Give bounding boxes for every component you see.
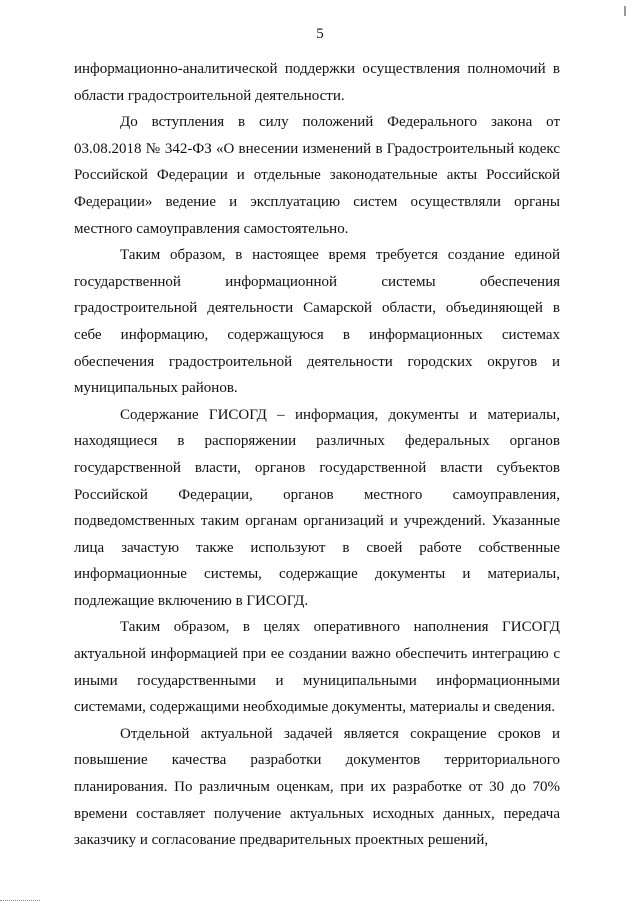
paragraph-federal-law: До вступления в силу положений Федерального закона от 03.08.2018 № 342-ФЗ «О внесении изменений в Градостроительный кодекс Российской Федерации и отдельные законодательные акты Российской Федерации» ведение и эксплуатацию систем осуществляли органы местного самоуправления самостоятельно.: [74, 114, 560, 237]
paragraph-continuation: информационно-аналитической поддержки осуществления полномочий в области градостроительной деятельности.: [74, 61, 560, 104]
paragraph-planning-terms: Отдельной актуальной задачей является сокращение сроков и повышение качества разработки документов территориального планирования. По различным оценкам, при их разработке от 30 до 70% времени составляет получение актуальных исходных данных, передача заказчику и согласование предварительных проектных решений,: [74, 725, 560, 849]
document-body: [74, 56, 560, 854]
page-number: 5: [316, 26, 324, 42]
scan-mark: [624, 6, 626, 16]
paragraph-gisogd-content: Содержание ГИСОГД – информация, документы и материалы, находящиеся в распоряжении различных федеральных органов государственной власти, органов государственной власти субъектов Российской Федерации, органов местного самоуправления, подведомственных таким органам организаций и учреждений. Указанные лица зачастую также используют в своей работе собственные информационные системы, содержащие документы и материалы, подлежащие включению в ГИСОГД.: [74, 406, 560, 609]
paragraph-integration: Таким образом, в целях оперативного наполнения ГИСОГД актуальной информацией при ее создании важно обеспечить интеграцию с иными государственными и муниципальными информационными системами, содержащими необходимые документы, материалы и сведения.: [74, 619, 560, 716]
paragraph-unified-system: Таким образом, в настоящее время требуется создание единой государственной информационной системы обеспечения градостроительной деятельности Самарской области, объединяющей в себе информацию, содержащуюся в информационных системах обеспечения градостроительной деятельности городских округов и муниципальных районов.: [74, 247, 560, 397]
scan-edge-mark: [0, 900, 40, 902]
